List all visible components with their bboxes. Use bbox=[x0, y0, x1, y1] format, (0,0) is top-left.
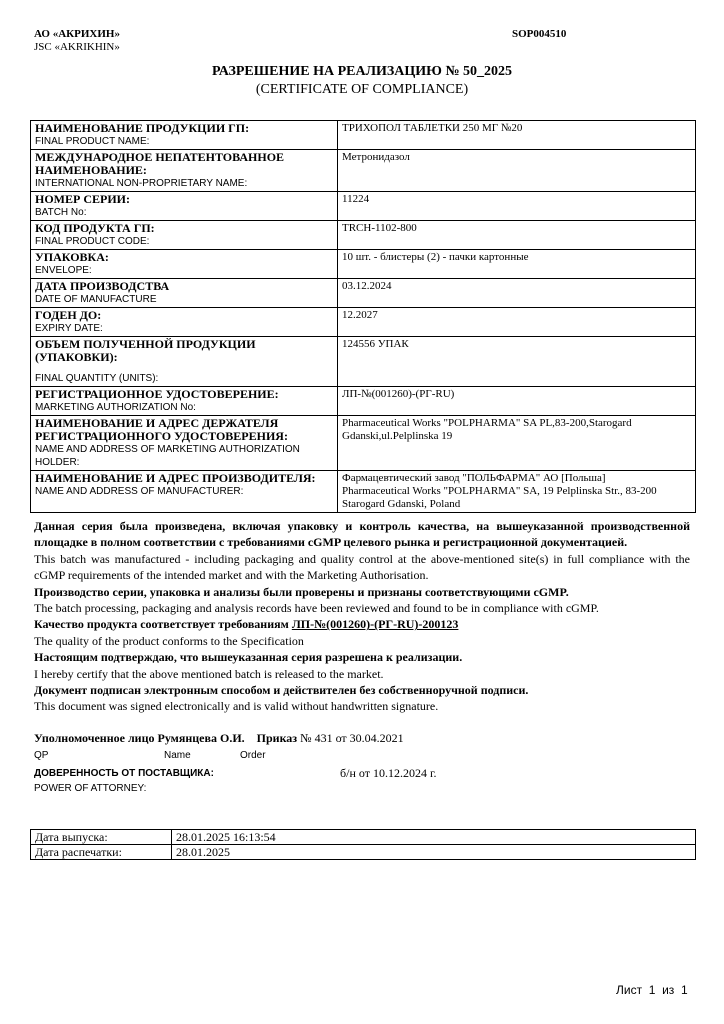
power-of-attorney-label-ru: ДОВЕРЕННОСТЬ ОТ ПОСТАВЩИКА: bbox=[34, 768, 214, 779]
label-en: FINAL PRODUCT CODE: bbox=[35, 236, 150, 247]
company-block bbox=[34, 28, 120, 54]
value: 10 шт. - блистеры (2) - пачки картонные bbox=[338, 250, 696, 279]
label-en: MARKETING AUTHORIZATION No: bbox=[35, 402, 196, 413]
release-date-row bbox=[31, 830, 696, 845]
company-name-en: JSC «AKRIKHIN» bbox=[34, 41, 120, 53]
power-of-attorney-label-en: POWER OF ATTORNEY: bbox=[34, 783, 147, 794]
statement-2-ru: Производство серии, упаковка и анализы были проверены и признаны соответствующими cGMP. bbox=[34, 584, 569, 599]
row-inn bbox=[31, 150, 696, 192]
page-title: РАЗРЕШЕНИЕ НА РЕАЛИЗАЦИЮ № 50_2025 bbox=[211, 64, 513, 79]
print-date-label: Дата распечатки: bbox=[31, 845, 172, 860]
order-label: Приказ bbox=[256, 731, 298, 745]
label-ru: УПАКОВКА: bbox=[35, 250, 109, 264]
row-expiry-date bbox=[31, 308, 696, 337]
power-of-attorney-value: б/н от 10.12.2024 г. bbox=[340, 766, 437, 780]
label-ru: НАИМЕНОВАНИЕ ПРОДУКЦИИ ГП: bbox=[35, 121, 250, 135]
row-final-quantity bbox=[31, 337, 696, 387]
name-label: Name bbox=[164, 750, 191, 761]
value: 03.12.2024 bbox=[338, 279, 696, 308]
label-en: NAME AND ADDRESS OF MARKETING AUTHORIZATION HOLDER: bbox=[35, 444, 300, 468]
row-manufacturer bbox=[31, 471, 696, 513]
row-batch-no bbox=[31, 192, 696, 221]
manufacturer-en: Pharmaceutical Works "POLPHARMA" SA, 19 Pelplinska Str., 83-200 Starogard Gdanski, Poland bbox=[342, 485, 657, 510]
label-ru: КОД ПРОДУКТА ГП: bbox=[35, 221, 155, 235]
label-en: EXPIRY DATE: bbox=[35, 323, 103, 334]
label-ru: МЕЖДУНАРОДНОЕ НЕПАТЕНТОВАННОЕ НАИМЕНОВАНИЕ: bbox=[35, 150, 285, 177]
qp-label: QP bbox=[34, 750, 49, 761]
label-en: FINAL PRODUCT NAME: bbox=[35, 136, 150, 147]
label-en: NAME AND ADDRESS OF MANUFACTURER: bbox=[35, 486, 244, 497]
order-en-label: Order bbox=[240, 750, 266, 761]
value: Метронидазол bbox=[338, 150, 696, 192]
value: Pharmaceutical Works "POLPHARMA" SA PL,83-200,Starogard Gdanski,ul.Pelplinska 19 bbox=[338, 416, 696, 471]
order-number: № 431 от 30.04.2021 bbox=[300, 731, 404, 745]
label-en: INTERNATIONAL NON-PROPRIETARY NAME: bbox=[35, 178, 248, 189]
statement-4-en: I hereby certify that the above mentioned batch is released to the market. bbox=[34, 666, 384, 681]
statement-3-en: The quality of the product conforms to the Specification bbox=[34, 633, 304, 648]
dates-table bbox=[30, 829, 696, 860]
print-date-value: 28.01.2025 bbox=[172, 845, 696, 860]
statement-1-en: This batch was manufactured - including packaging and quality control at the above-mentioned site(s) in full compliance with the cGMP requirements of the intended market and with the Marketing Authorisation. bbox=[34, 551, 690, 583]
statement-5-en: This document was signed electronically and is valid without handwritten signature. bbox=[34, 699, 439, 714]
label-ru: НАИМЕНОВАНИЕ И АДРЕС ДЕРЖАТЕЛЯ РЕГИСТРАЦИОННОГО УДОСТОВЕРЕНИЯ: bbox=[35, 416, 288, 443]
statement-4-ru: Настоящим подтверждаю, что вышеуказанная серия разрешена к реализации. bbox=[34, 650, 463, 665]
statement-1-ru: Данная серия была произведена, включая упаковку и контроль качества, на вышеуказанной производственной площадке в полном соответствии с требованиями cGMP целевого рынка и регистрационной документацией. bbox=[34, 519, 690, 550]
value: ТРИХОПОЛ ТАБЛЕТКИ 250 МГ №20 bbox=[338, 121, 696, 150]
qualified-person: Уполномоченное лицо Румянцева О.И. bbox=[34, 731, 245, 745]
label-en: ENVELOPE: bbox=[35, 265, 92, 276]
value: 12.2027 bbox=[338, 308, 696, 337]
product-details-table bbox=[30, 120, 696, 513]
manufacturer-ru: Фармацевтический завод "ПОЛЬФАРМА" АО [Польша] bbox=[342, 472, 606, 484]
print-date-row bbox=[31, 845, 696, 860]
label-ru: ГОДЕН ДО: bbox=[35, 308, 102, 322]
signature-line bbox=[34, 731, 404, 746]
page-subtitle: (CERTIFICATE OF COMPLIANCE) bbox=[255, 82, 469, 97]
label-ru: ОБЪЕМ ПОЛУЧЕННОЙ ПРОДУКЦИИ (УПАКОВКИ): bbox=[35, 337, 256, 364]
row-product-code bbox=[31, 221, 696, 250]
label-ru: ДАТА ПРОИЗВОДСТВА bbox=[35, 279, 170, 293]
document-code: SOP004510 bbox=[512, 28, 567, 40]
value: TRCH-1102-800 bbox=[338, 221, 696, 250]
statement-5-ru: Документ подписан электронным способом и действителен без собственноручной подписи. bbox=[34, 683, 529, 698]
label-en: BATCH No: bbox=[35, 207, 87, 218]
compliance-statements bbox=[34, 518, 690, 715]
page-number: Лист 1 из 1 bbox=[616, 983, 688, 997]
row-manufacture-date bbox=[31, 279, 696, 308]
label-en: FINAL QUANTITY (UNITS): bbox=[35, 373, 159, 384]
release-date-value: 28.01.2025 16:13:54 bbox=[172, 830, 696, 845]
label-ru: НОМЕР СЕРИИ: bbox=[35, 192, 130, 206]
row-ma-holder bbox=[31, 416, 696, 471]
statement-2-en: The batch processing, packaging and analysis records have been reviewed and found to be in compliance with cGMP. bbox=[34, 601, 599, 616]
row-product-name bbox=[31, 121, 696, 150]
row-marketing-authorization bbox=[31, 387, 696, 416]
value: 11224 bbox=[338, 192, 696, 221]
row-envelope bbox=[31, 250, 696, 279]
value: 124556 УПАК bbox=[338, 337, 696, 387]
specification-reference: ЛП-№(001260)-(РГ-RU)-200123 bbox=[291, 617, 459, 632]
statement-3-text: Качество продукта соответствует требованиям bbox=[34, 617, 289, 632]
release-date-label: Дата выпуска: bbox=[31, 830, 172, 845]
label-ru: НАИМЕНОВАНИЕ И АДРЕС ПРОИЗВОДИТЕЛЯ: bbox=[35, 471, 316, 485]
value: ЛП-№(001260)-(РГ-RU) bbox=[338, 387, 696, 416]
label-en: DATE OF MANUFACTURE bbox=[35, 294, 157, 305]
statement-3-ru bbox=[34, 616, 690, 632]
company-name-ru: АО «АКРИХИН» bbox=[34, 28, 120, 40]
label-ru: РЕГИСТРАЦИОННОЕ УДОСТОВЕРЕНИЕ: bbox=[35, 387, 279, 401]
